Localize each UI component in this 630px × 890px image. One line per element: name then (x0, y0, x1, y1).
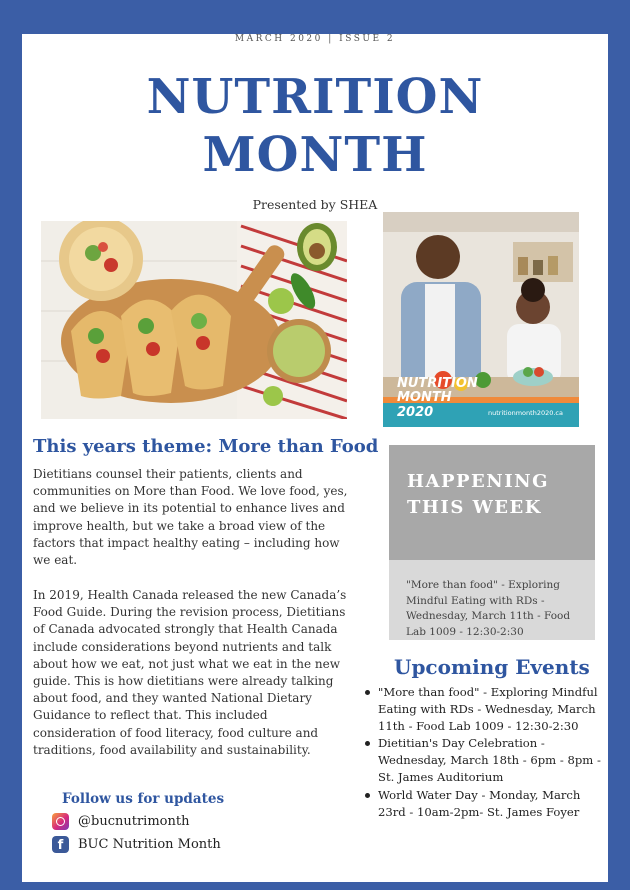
presented-by: Presented by SHEA (252, 197, 378, 212)
family-photo-illustration (383, 212, 579, 427)
food-photo-illustration (41, 221, 347, 419)
happening-text: "More than food" - Exploring Mindful Eating with RDs - Wednesday, March 11th - Food Lab 1009 - 12:30-2:30 (406, 579, 571, 638)
page-title (22, 68, 608, 184)
overlay-title-2: MONTH (397, 390, 452, 405)
theme-heading: This years theme: More than Food (33, 436, 379, 457)
instagram-handle: @bucnutrimonth (78, 814, 190, 829)
happening-title (407, 469, 549, 521)
upcoming-events-list (362, 684, 602, 821)
list-item: "More than food" - Exploring Mindful Eating with RDs - Wednesday, March 11th - Food Lab 1009 - 12:30-2:30 (362, 684, 602, 734)
facebook-page-name: BUC Nutrition Month (78, 837, 221, 852)
theme-paragraph-1: Dietitians counsel their patients, clients and communities on More than Food. We love food, yes, and we believe in its potential to enhance lives and improve health, but we take a broad view of the factors that impact healthy eating – including how we eat. (33, 467, 348, 568)
list-item: World Water Day - Monday, March 23rd - 10am-2pm- St. James Foyer (362, 787, 602, 821)
upcoming-events-heading: Upcoming Events (394, 655, 590, 679)
overlay-year: 2020 (397, 405, 434, 420)
follow-heading: Follow us for updates (62, 791, 225, 807)
happening-title-line-1: HAPPENING (407, 471, 549, 492)
list-item: Dietitian's Day Celebration - Wednesday, March 18th - 6pm - 8pm - St. James Auditorium (362, 735, 602, 785)
facebook-link[interactable] (52, 836, 221, 853)
family-cooking-photo (383, 212, 579, 427)
theme-paragraph-2: In 2019, Health Canada released the new Canada’s Food Guide. During the revision process, Dietitians of Canada advocated strongly that Health Canada include considerations beyond nutrients and talk about how we eat, not just what we eat in the new guide. This is how dietitians were already talking about food, and they wanted National Dietary Guidance to reflect that. This included consideration of food literacy, food culture and traditions, food availability and sustainability. (33, 588, 347, 757)
facebook-icon: f (52, 836, 69, 853)
happening-details (389, 560, 595, 640)
title-line-1: NUTRITION (146, 69, 484, 125)
newsletter-page (22, 34, 608, 882)
issue-line: MARCH 2020 | ISSUE 2 (234, 34, 396, 44)
overlay-title-1: NUTRITION (397, 376, 478, 391)
instagram-link[interactable] (52, 813, 189, 830)
title-line-2: MONTH (202, 127, 428, 183)
happening-title-line-2: THIS WEEK (407, 497, 542, 518)
happening-box (389, 445, 595, 560)
food-photo (41, 221, 347, 419)
overlay-url: nutritionmonth2020.ca (488, 409, 563, 417)
instagram-icon (52, 813, 69, 830)
